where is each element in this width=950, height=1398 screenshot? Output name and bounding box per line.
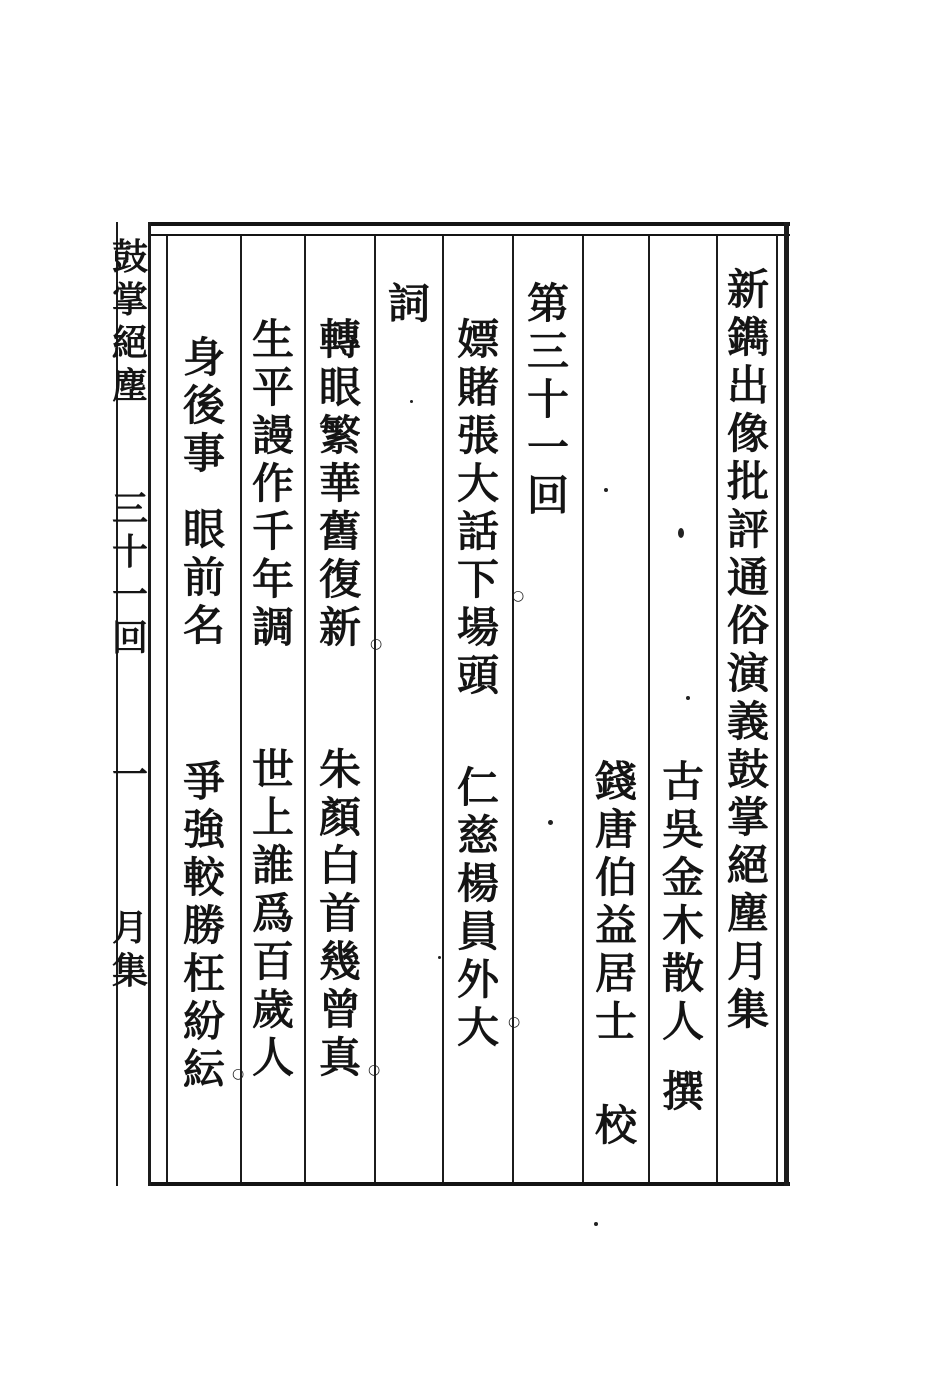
poem-line-2b: 世 上 誰 爲 百 歲 人	[251, 745, 294, 1082]
top-border	[148, 222, 790, 226]
ci-column	[376, 280, 442, 328]
column-rule	[374, 236, 376, 1182]
top-border-inner	[148, 234, 790, 236]
poem-line-3a: 身 後 事	[182, 333, 225, 478]
author-role: 撰	[661, 1067, 704, 1116]
punctuation-mark: ○	[508, 1014, 521, 1030]
heading-line-a: 嫖 賭 張 大 話 下 場 頭	[456, 315, 499, 700]
left-border	[148, 222, 151, 1186]
right-border-inner	[776, 234, 778, 1184]
margin-chapter: 三 十 一 回	[112, 488, 149, 659]
column-rule	[716, 236, 718, 1182]
book-title: 新 鐫 出 像 批 評 通 俗 演 義 鼓 掌 絕 塵 月 集	[726, 265, 769, 1034]
margin-leaf: 一	[112, 754, 149, 796]
ink-speck	[678, 528, 684, 538]
punctuation-mark: ○	[512, 588, 525, 604]
margin-volume: 月 集	[112, 907, 149, 992]
margin-column	[112, 236, 149, 993]
poem-line-2a: 生 平 謾 作 千 年 調	[251, 315, 294, 652]
ink-speck	[594, 1222, 598, 1226]
ink-speck	[686, 696, 690, 700]
chapter-column	[514, 280, 582, 520]
poem-line-1a: 轉 眼 繁 華 舊 復 新	[318, 315, 361, 652]
heading-line-b: 仁 慈 楊 員 外 大	[456, 763, 499, 1052]
editor-column	[584, 758, 648, 1150]
poem-column-1	[306, 316, 374, 1082]
ink-speck	[438, 956, 441, 959]
heading-column	[444, 316, 512, 1052]
editor-line: 錢 唐 伯 益 居 士	[594, 757, 637, 1046]
ink-speck	[548, 820, 553, 825]
punctuation-mark: ○	[368, 1062, 381, 1078]
right-border	[784, 222, 789, 1186]
author-line: 古 吳 金 木 散 人	[661, 757, 704, 1046]
ink-speck	[410, 400, 413, 403]
editor-role: 校	[594, 1101, 637, 1150]
punctuation-mark: ○	[370, 636, 383, 652]
bottom-border	[148, 1182, 790, 1186]
ink-speck	[604, 488, 608, 492]
chapter-number: 第 三 十 一 回	[526, 279, 569, 520]
punctuation-mark: ○	[232, 1066, 245, 1082]
poem-column-2	[242, 316, 304, 1082]
page-frame	[148, 222, 790, 1186]
poem-column-3	[168, 334, 240, 1094]
ci-label: 詞	[387, 279, 430, 328]
title-column	[720, 266, 776, 1034]
poem-line-1b: 朱 顏 白 首 幾 曾 真	[318, 745, 361, 1082]
margin-title: 鼓 掌 絕 塵	[112, 236, 149, 407]
author-column	[650, 758, 716, 1116]
poem-line-3c: 爭 強 較 勝 枉 紛 紜	[182, 757, 225, 1094]
poem-line-3b: 眼 前 名	[182, 505, 225, 650]
